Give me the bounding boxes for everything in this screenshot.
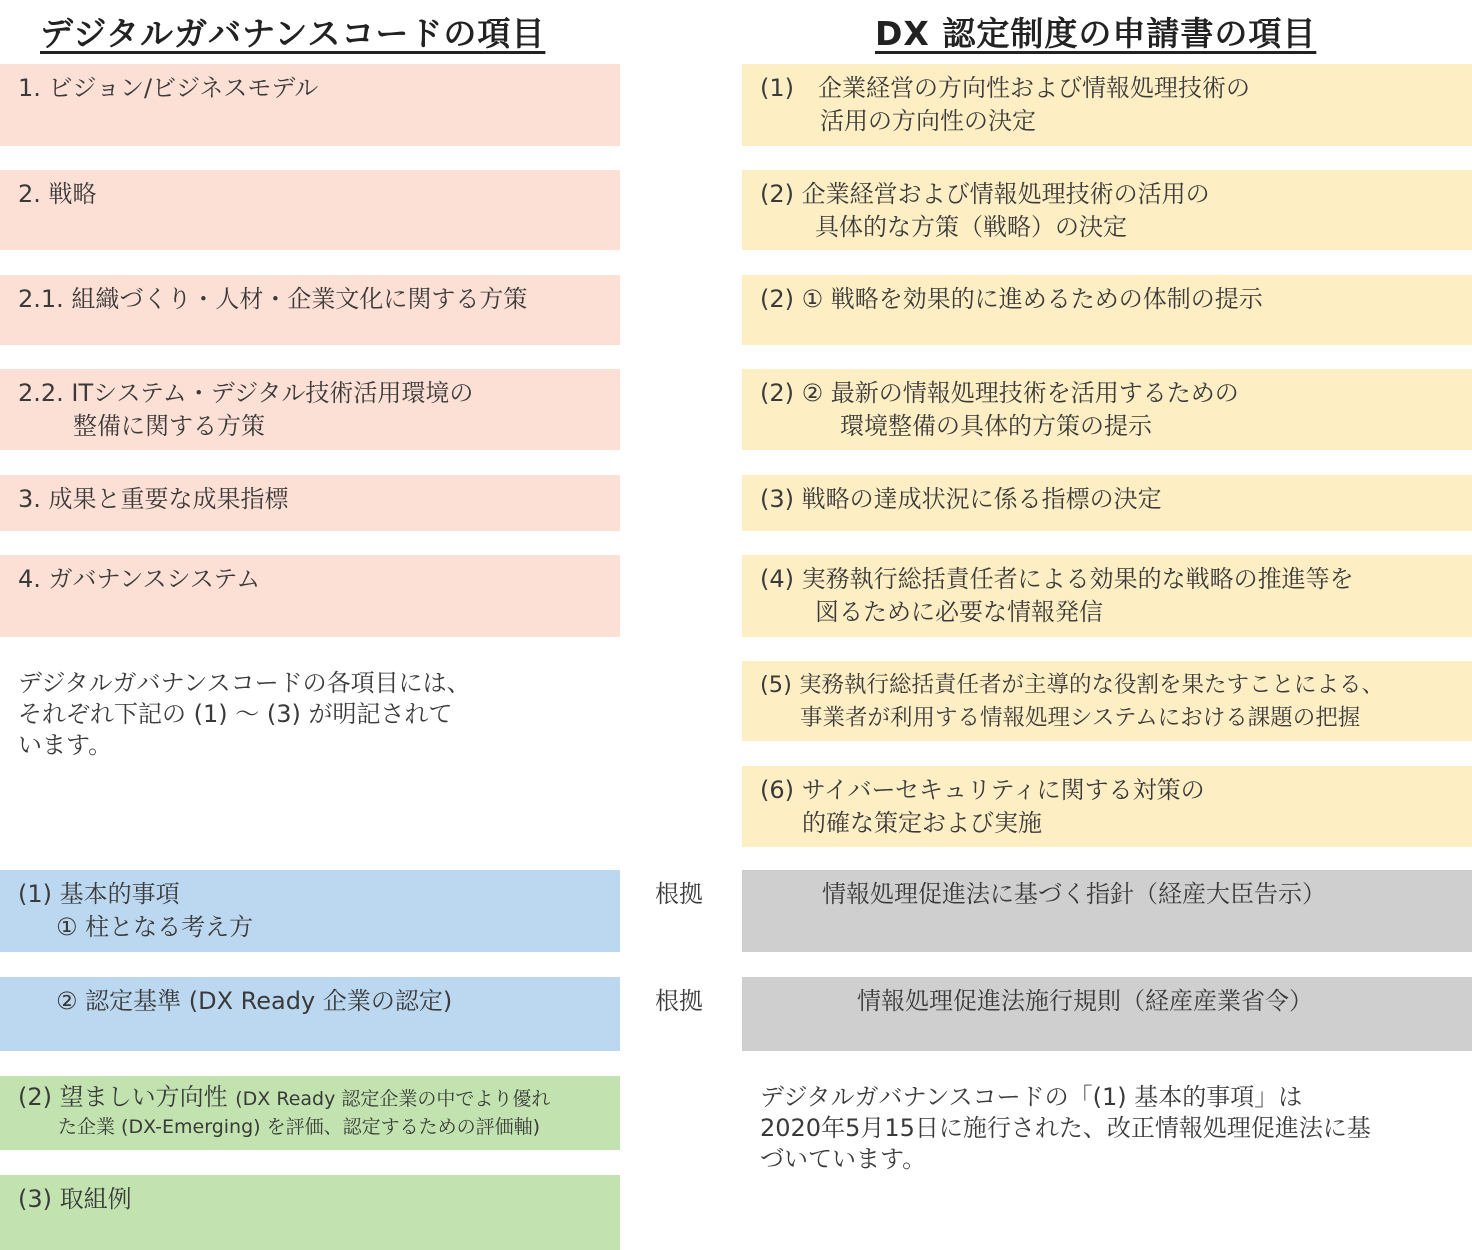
item-text-cont: ① 柱となる考え方 bbox=[56, 913, 254, 941]
item-text: (4) 実務執行総括責任者による効果的な戦略の推進等を bbox=[760, 565, 1354, 593]
item-text: (6) サイバーセキュリティに関する対策の bbox=[760, 776, 1205, 804]
item-text: 2. 戦略 bbox=[18, 180, 97, 208]
governance-item-it-system bbox=[0, 369, 620, 450]
item-text: ② 認定基準 (DX Ready 企業の認定) bbox=[56, 987, 453, 1015]
item-text: 3. 成果と重要な成果指標 bbox=[18, 485, 289, 513]
item-text: (1) 企業経営の方向性および情報処理技術の bbox=[760, 74, 1250, 102]
basis-text: 情報処理促進法施行規則（経産産業省令） bbox=[857, 987, 1313, 1015]
basis-guideline bbox=[742, 870, 1472, 952]
governance-item-organization bbox=[0, 275, 620, 345]
application-item-3 bbox=[742, 475, 1472, 531]
desirable-direction-item bbox=[0, 1076, 620, 1150]
basis-label: 根拠 bbox=[655, 987, 703, 1015]
note-line: それぞれ下記の (1) ～ (3) が明記されて bbox=[18, 700, 453, 728]
item-small-text: (DX Ready 認定企業の中でより優れ bbox=[235, 1088, 551, 1110]
note-line: デジタルガバナンスコードの各項目には、 bbox=[18, 669, 471, 697]
basic-item-philosophy bbox=[0, 870, 620, 952]
application-item-5 bbox=[742, 661, 1472, 741]
application-item-2-2 bbox=[742, 369, 1472, 450]
basis-label: 根拠 bbox=[655, 880, 703, 908]
application-item-4 bbox=[742, 555, 1472, 637]
note-line: デジタルガバナンスコードの「(1) 基本的事項」は bbox=[760, 1083, 1303, 1111]
item-text-cont: 的確な策定および実施 bbox=[802, 809, 1042, 837]
item-text: (1) 基本的事項 bbox=[18, 880, 180, 908]
basis-text: 情報処理促進法に基づく指針（経産大臣告示） bbox=[822, 880, 1326, 908]
left-column-header: デジタルガバナンスコードの項目 bbox=[40, 14, 546, 53]
application-item-2 bbox=[742, 170, 1472, 250]
governance-item-kpi bbox=[0, 475, 620, 531]
governance-item-strategy bbox=[0, 170, 620, 250]
item-small-text-cont: た企業 (DX-Emerging) を評価、認定するための評価軸) bbox=[58, 1116, 540, 1138]
application-item-2-1 bbox=[742, 275, 1472, 345]
item-text: (3) 取組例 bbox=[18, 1185, 132, 1213]
basis-note bbox=[760, 1082, 1371, 1175]
governance-note bbox=[18, 668, 471, 761]
item-text-cont: 環境整備の具体的方策の提示 bbox=[840, 412, 1152, 440]
governance-item-vision bbox=[0, 64, 620, 146]
item-text: 2.2. ITシステム・デジタル技術活用環境の bbox=[18, 379, 474, 407]
basic-item-criteria bbox=[0, 977, 620, 1051]
examples-item bbox=[0, 1175, 620, 1250]
item-text: (2) 望ましい方向性 bbox=[18, 1083, 228, 1111]
item-text: 2.1. 組織づくり・人材・企業文化に関する方策 bbox=[18, 285, 528, 313]
item-text: 4. ガバナンスシステム bbox=[18, 565, 261, 593]
item-text: (2) 企業経営および情報処理技術の活用の bbox=[760, 180, 1210, 208]
item-text-cont: 図るために必要な情報発信 bbox=[815, 598, 1103, 626]
item-text-cont: 事業者が利用する情報処理システムにおける課題の把握 bbox=[800, 705, 1361, 731]
item-text: (3) 戦略の達成状況に係る指標の決定 bbox=[760, 485, 1162, 513]
item-text: (2) ① 戦略を効果的に進めるための体制の提示 bbox=[760, 285, 1263, 313]
governance-item-governance-system bbox=[0, 555, 620, 637]
item-text-cont: 整備に関する方策 bbox=[73, 412, 265, 440]
item-text-cont: 活用の方向性の決定 bbox=[820, 107, 1036, 135]
application-item-6 bbox=[742, 766, 1472, 847]
right-column-header: DX 認定制度の申請書の項目 bbox=[875, 14, 1317, 53]
application-item-1 bbox=[742, 64, 1472, 146]
note-line: 2020年5月15日に施行された、改正情報処理促進法に基 bbox=[760, 1114, 1371, 1142]
basis-regulation bbox=[742, 977, 1472, 1051]
item-text: (2) ② 最新の情報処理技術を活用するための bbox=[760, 379, 1239, 407]
note-line: づいています。 bbox=[760, 1145, 927, 1173]
item-text: (5) 実務執行総括責任者が主導的な役割を果たすことによる、 bbox=[760, 672, 1385, 698]
item-text: 1. ビジョン/ビジネスモデル bbox=[18, 74, 319, 102]
item-text-cont: 具体的な方策（戦略）の決定 bbox=[815, 213, 1127, 241]
note-line: います。 bbox=[18, 731, 113, 759]
